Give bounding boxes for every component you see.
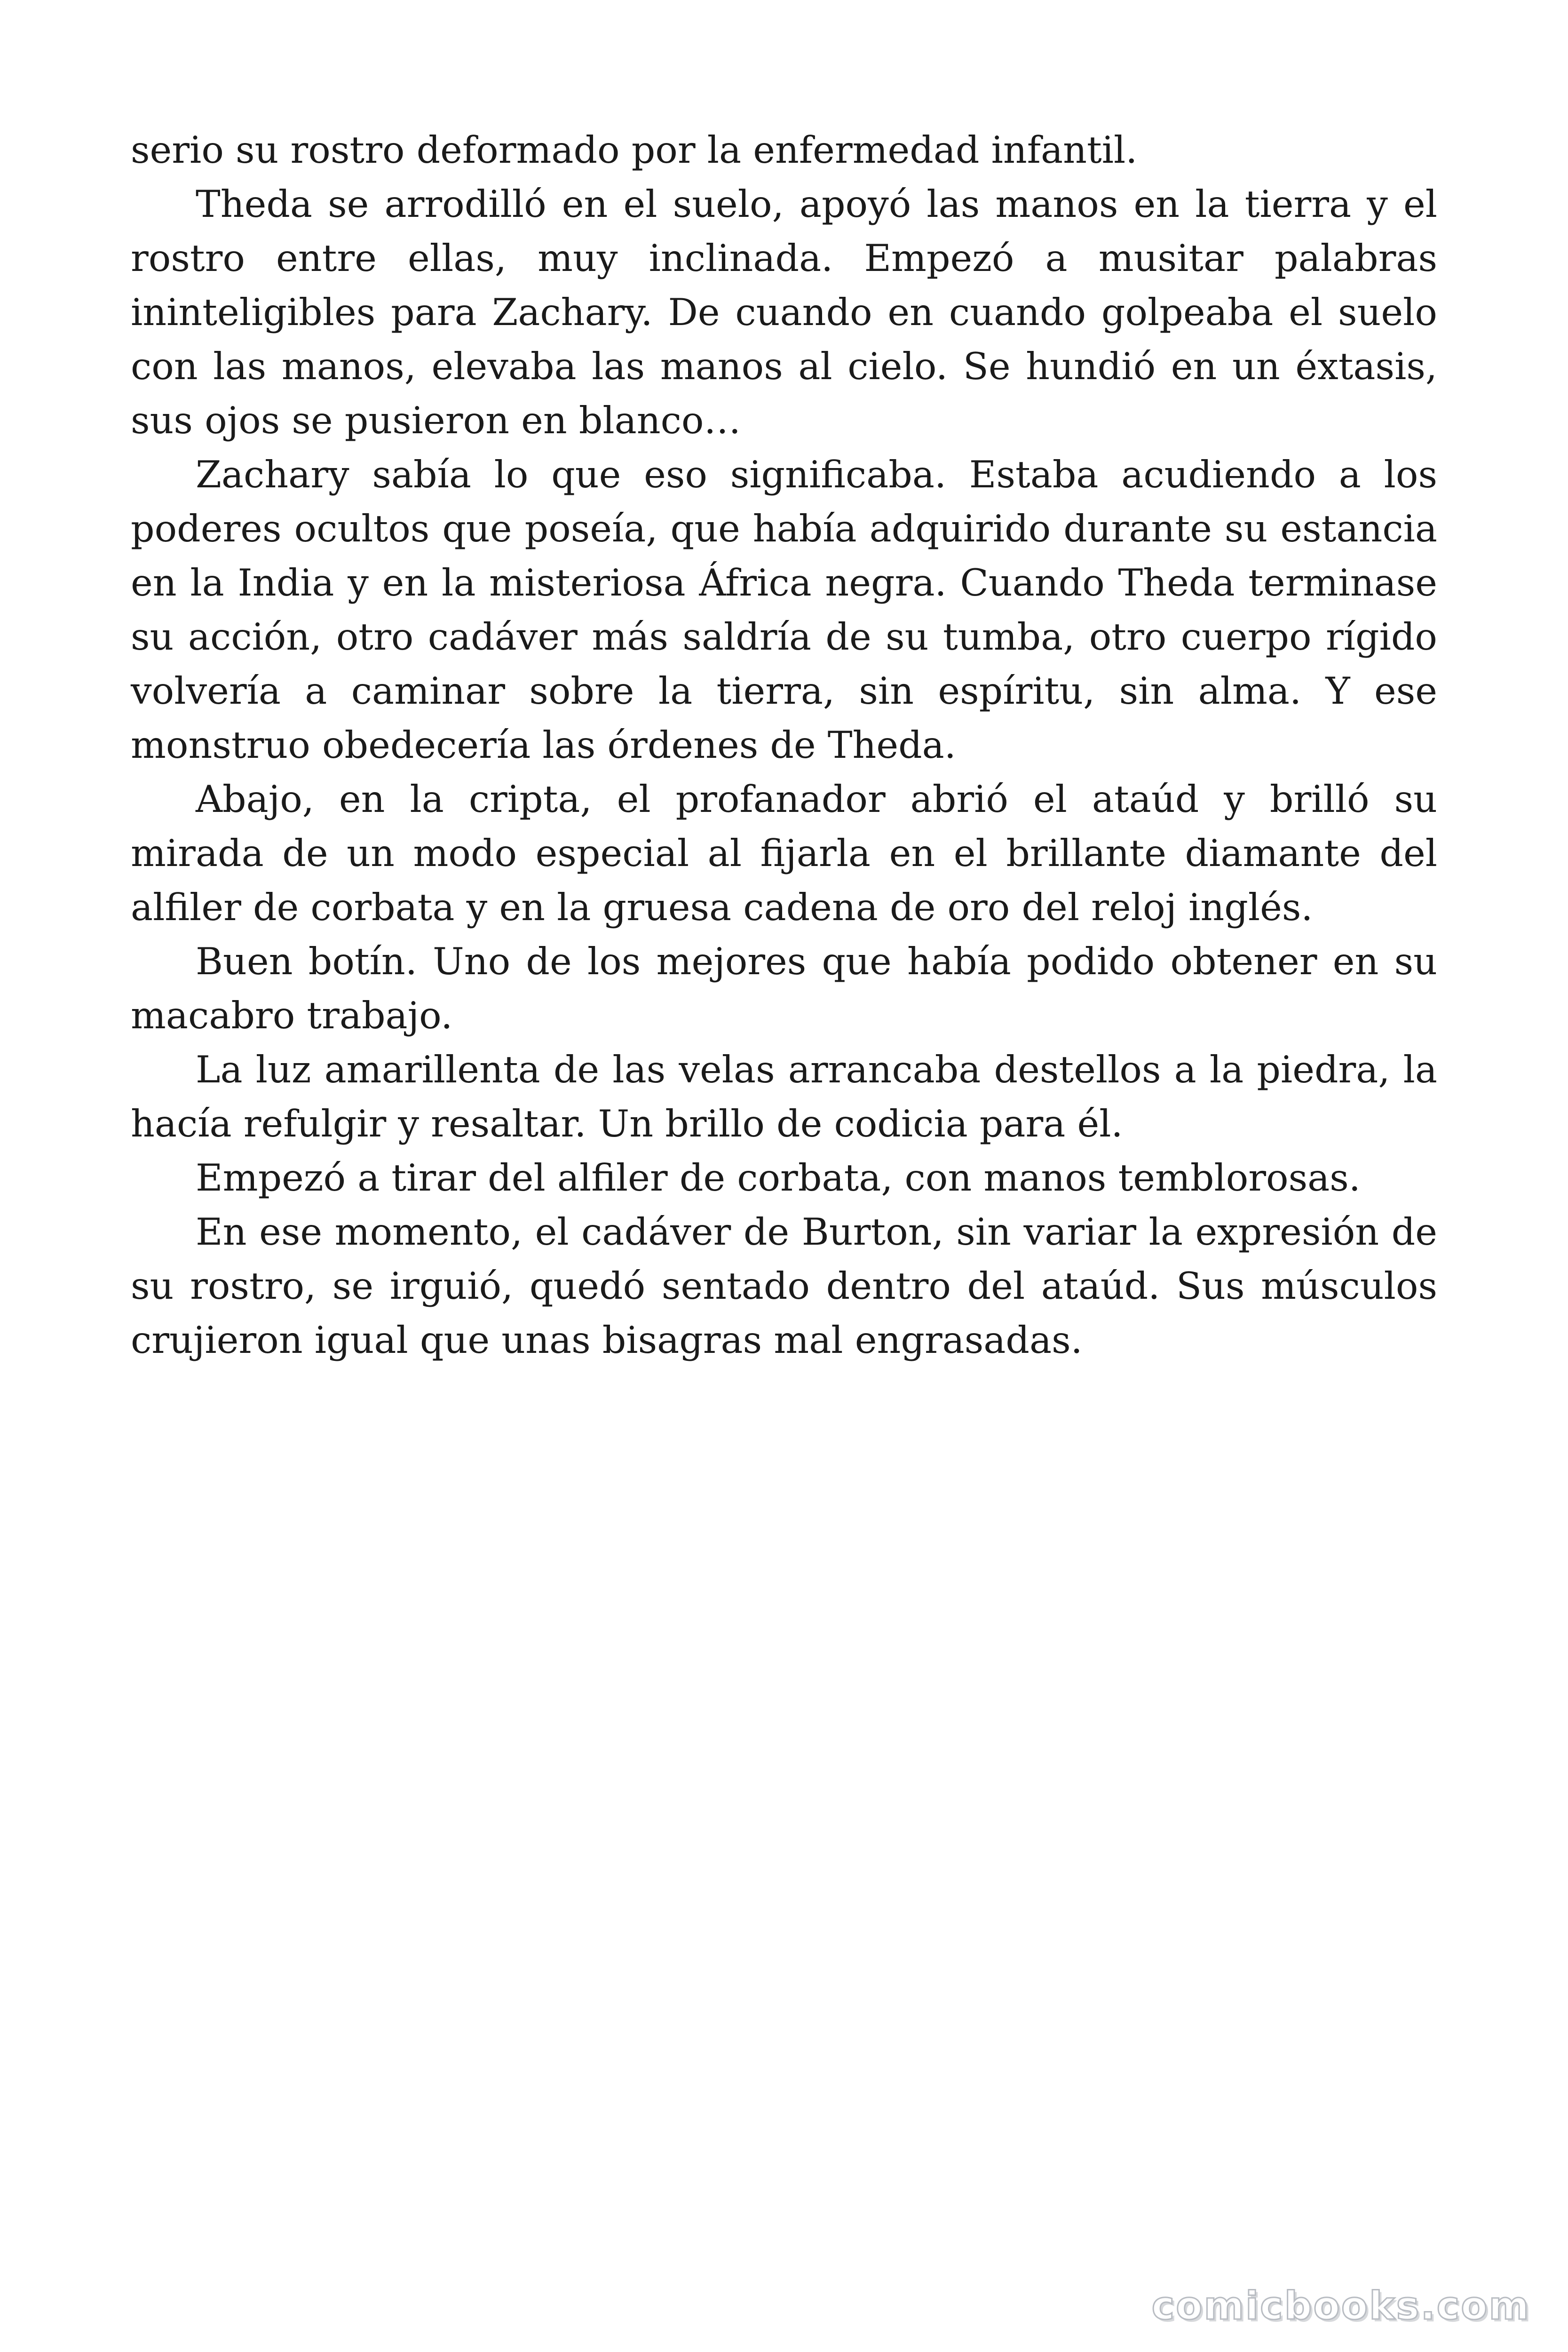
paragraph: Theda se arrodilló en el suelo, apoyó las manos en la tierra y el rostro entre ellas, muy inclinada. Empezó a musitar palabras ininteligibles para Zachary. De cuando en cuando golpeaba el suelo con las manos, elevaba las manos al cielo. Se hundió en un éxtasis, sus ojos se pusieron en blanco… [131,183,1437,442]
paragraph: La luz amarillenta de las velas arrancaba destellos a la piedra, la hacía refulgir y resaltar. Un brillo de codicia para él. [131,1048,1437,1145]
watermark: comicbooks.com [1151,2284,1530,2328]
paragraph: Zachary sabía lo que eso significaba. Estaba acudiendo a los poderes ocultos que poseía, que había adquirido durante su estancia en la India y en la misteriosa África negra. Cuando Theda terminase su acción, otro cadáver más saldría de su tumba, otro cuerpo rígido volvería a caminar sobre la tierra, sin espíritu, sin alma. Y ese monstruo obedecería las órdenes de Theda. [131,453,1437,767]
paragraph: En ese momento, el cadáver de Burton, sin variar la expresión de su rostro, se irguió, quedó sentado dentro del ataúd. Sus músculos crujieron igual que unas bisagras mal engrasadas. [131,1210,1437,1362]
paragraph: Abajo, en la cripta, el profanador abrió el ataúd y brilló su mirada de un modo especial al fijarla en el brillante diamante del alfiler de corbata y en la gruesa cadena de oro del reloj inglés. [131,778,1437,929]
paragraph: Buen botín. Uno de los mejores que había podido obtener en su macabro trabajo. [131,940,1437,1037]
paragraph: Empezó a tirar del alfiler de corbata, con manos temblorosas. [196,1156,1361,1200]
paragraph-continuation: serio su rostro deformado por la enfermedad infantil. [131,128,1138,172]
page-body-text [131,123,1437,1367]
